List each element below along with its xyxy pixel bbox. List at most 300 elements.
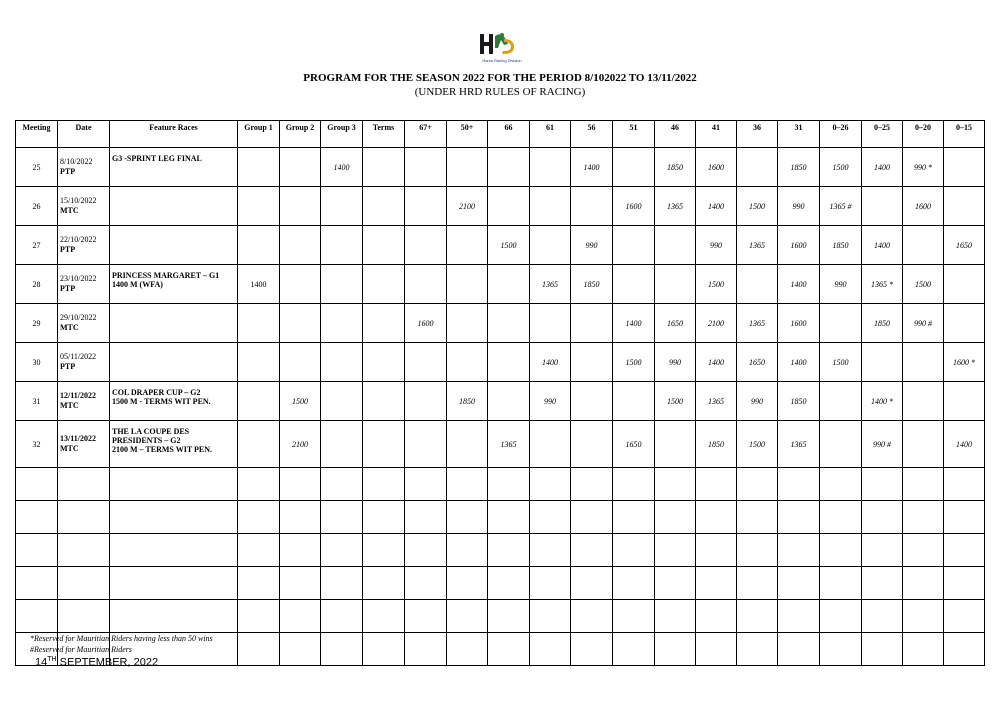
distance-cell bbox=[488, 148, 530, 187]
distance-cell: 1400 bbox=[613, 304, 655, 343]
feature-race-line: THE LA COUPE DES bbox=[112, 427, 190, 436]
distance-cell: 1365 bbox=[488, 421, 530, 468]
meeting-cell: 27 bbox=[16, 226, 58, 265]
distance-cell bbox=[447, 421, 488, 468]
distance-cell: 1500 bbox=[488, 226, 530, 265]
distance-cell: 990 bbox=[655, 343, 696, 382]
distance-cell bbox=[613, 226, 655, 265]
empty-cell bbox=[820, 534, 862, 567]
column-header: Date bbox=[58, 121, 110, 148]
table-row bbox=[16, 187, 985, 226]
date-text: 15/10/2022 bbox=[60, 196, 97, 205]
table-row bbox=[16, 265, 985, 304]
date-cell bbox=[58, 226, 110, 265]
distance-cell bbox=[737, 265, 778, 304]
distance-cell bbox=[280, 304, 321, 343]
distance-cell bbox=[363, 343, 405, 382]
empty-cell bbox=[16, 567, 58, 600]
empty-cell bbox=[280, 468, 321, 501]
distance-cell bbox=[405, 226, 447, 265]
distance-cell: 1500 bbox=[613, 343, 655, 382]
empty-cell bbox=[280, 600, 321, 633]
column-header: 67+ bbox=[405, 121, 447, 148]
distance-cell bbox=[280, 265, 321, 304]
distance-cell bbox=[447, 343, 488, 382]
distance-cell bbox=[363, 148, 405, 187]
distance-cell bbox=[571, 421, 613, 468]
date-text: 29/10/2022 bbox=[60, 313, 97, 322]
date-cell bbox=[58, 187, 110, 226]
column-header: Group 3 bbox=[321, 121, 363, 148]
empty-cell bbox=[363, 534, 405, 567]
distance-cell bbox=[321, 226, 363, 265]
empty-cell bbox=[613, 600, 655, 633]
distance-cell: 1600 bbox=[696, 148, 737, 187]
table-row bbox=[16, 382, 985, 421]
distance-cell bbox=[944, 187, 985, 226]
empty-cell bbox=[280, 567, 321, 600]
empty-cell bbox=[488, 534, 530, 567]
meeting-cell: 30 bbox=[16, 343, 58, 382]
empty-cell bbox=[778, 600, 820, 633]
distance-cell: 1400 bbox=[696, 187, 737, 226]
distance-cell: 990 bbox=[571, 226, 613, 265]
feature-race-cell bbox=[110, 187, 238, 226]
distance-cell bbox=[238, 343, 280, 382]
distance-cell: 1500 bbox=[655, 382, 696, 421]
feature-race-cell bbox=[110, 343, 238, 382]
distance-cell bbox=[405, 148, 447, 187]
empty-cell bbox=[110, 567, 238, 600]
empty-cell bbox=[655, 567, 696, 600]
distance-cell: 1400 bbox=[696, 343, 737, 382]
distance-cell bbox=[862, 187, 903, 226]
distance-cell: 1500 bbox=[903, 265, 944, 304]
feature-race-line: PRINCESS MARGARET – G1 bbox=[112, 271, 220, 280]
empty-table-row bbox=[16, 534, 985, 567]
table-row bbox=[16, 226, 985, 265]
empty-cell bbox=[737, 501, 778, 534]
feature-race-line: COL DRAPER CUP – G2 bbox=[112, 388, 201, 397]
empty-cell bbox=[778, 633, 820, 666]
distance-cell bbox=[363, 187, 405, 226]
empty-cell bbox=[280, 501, 321, 534]
empty-cell bbox=[238, 534, 280, 567]
empty-cell bbox=[655, 468, 696, 501]
empty-cell bbox=[363, 567, 405, 600]
distance-cell: 1500 bbox=[696, 265, 737, 304]
distance-cell bbox=[363, 382, 405, 421]
feature-race-cell bbox=[110, 148, 238, 187]
distance-cell: 1400 bbox=[321, 148, 363, 187]
distance-cell bbox=[447, 148, 488, 187]
empty-cell bbox=[613, 468, 655, 501]
empty-cell bbox=[696, 633, 737, 666]
distance-cell bbox=[903, 382, 944, 421]
date-text: 8/10/2022 bbox=[60, 157, 93, 166]
table-row bbox=[16, 343, 985, 382]
empty-cell bbox=[405, 501, 447, 534]
empty-cell bbox=[613, 633, 655, 666]
column-header: Group 1 bbox=[238, 121, 280, 148]
distance-cell: 1850 bbox=[820, 226, 862, 265]
meeting-cell: 28 bbox=[16, 265, 58, 304]
distance-cell: 1365 bbox=[737, 226, 778, 265]
empty-cell bbox=[655, 534, 696, 567]
distance-cell bbox=[363, 226, 405, 265]
empty-cell bbox=[571, 567, 613, 600]
empty-cell bbox=[944, 501, 985, 534]
distance-cell bbox=[530, 304, 571, 343]
distance-cell: 1400 bbox=[778, 265, 820, 304]
distance-cell: 1400 bbox=[862, 148, 903, 187]
column-header: 61 bbox=[530, 121, 571, 148]
issue-date: 14TH SEPTEMBER, 2022 bbox=[35, 656, 159, 669]
empty-cell bbox=[58, 468, 110, 501]
distance-cell: 1600 bbox=[778, 226, 820, 265]
distance-cell bbox=[405, 382, 447, 421]
table-row bbox=[16, 421, 985, 468]
distance-cell: 1400 bbox=[778, 343, 820, 382]
distance-cell: 1850 bbox=[655, 148, 696, 187]
distance-cell: 990 bbox=[737, 382, 778, 421]
table-header-row bbox=[16, 121, 985, 148]
distance-cell: 1365 * bbox=[862, 265, 903, 304]
empty-cell bbox=[778, 501, 820, 534]
distance-cell bbox=[530, 148, 571, 187]
distance-cell bbox=[655, 265, 696, 304]
distance-cell: 1365 bbox=[737, 304, 778, 343]
empty-table-row bbox=[16, 600, 985, 633]
empty-table-row bbox=[16, 468, 985, 501]
empty-cell bbox=[903, 633, 944, 666]
venue-text: MTC bbox=[60, 206, 79, 215]
empty-cell bbox=[571, 534, 613, 567]
column-header: 51 bbox=[613, 121, 655, 148]
meeting-cell: 31 bbox=[16, 382, 58, 421]
empty-cell bbox=[238, 633, 280, 666]
empty-cell bbox=[405, 600, 447, 633]
date-cell bbox=[58, 265, 110, 304]
empty-cell bbox=[405, 468, 447, 501]
empty-cell bbox=[238, 501, 280, 534]
meeting-cell: 25 bbox=[16, 148, 58, 187]
empty-cell bbox=[238, 567, 280, 600]
empty-cell bbox=[778, 534, 820, 567]
venue-text: PTP bbox=[60, 167, 76, 176]
distance-cell bbox=[321, 187, 363, 226]
empty-cell bbox=[58, 534, 110, 567]
empty-cell bbox=[571, 633, 613, 666]
empty-cell bbox=[862, 468, 903, 501]
empty-cell bbox=[820, 468, 862, 501]
date-text: 13/11/2022 bbox=[60, 434, 97, 443]
empty-cell bbox=[655, 633, 696, 666]
distance-cell bbox=[238, 421, 280, 468]
distance-cell: 1850 bbox=[778, 382, 820, 421]
page-subtitle: (UNDER HRD RULES OF RACING) bbox=[414, 86, 586, 98]
empty-cell bbox=[405, 534, 447, 567]
feature-race-line: PRESIDENTS – G2 bbox=[112, 436, 181, 445]
empty-cell bbox=[903, 600, 944, 633]
date-text: 12/11/2022 bbox=[60, 391, 97, 400]
feature-race-line: 1500 M - TERMS WIT PEN. bbox=[112, 397, 211, 406]
empty-cell bbox=[862, 567, 903, 600]
date-cell bbox=[58, 148, 110, 187]
distance-cell bbox=[944, 265, 985, 304]
distance-cell: 1850 bbox=[447, 382, 488, 421]
empty-cell bbox=[903, 468, 944, 501]
empty-table-row bbox=[16, 567, 985, 600]
distance-cell: 1400 bbox=[530, 343, 571, 382]
column-header: 46 bbox=[655, 121, 696, 148]
distance-cell bbox=[447, 265, 488, 304]
feature-race-line: G3 -SPRINT LEG FINAL bbox=[112, 154, 202, 163]
distance-cell bbox=[447, 304, 488, 343]
distance-cell: 1500 bbox=[737, 187, 778, 226]
distance-cell: 1650 bbox=[613, 421, 655, 468]
empty-cell bbox=[447, 633, 488, 666]
empty-cell bbox=[447, 468, 488, 501]
empty-cell bbox=[862, 534, 903, 567]
distance-cell bbox=[571, 304, 613, 343]
venue-text: MTC bbox=[60, 323, 79, 332]
distance-cell: 1365 bbox=[655, 187, 696, 226]
column-header: 0–26 bbox=[820, 121, 862, 148]
empty-cell bbox=[280, 534, 321, 567]
empty-cell bbox=[737, 534, 778, 567]
distance-cell bbox=[405, 187, 447, 226]
footnote-hash: #Reserved for Mauritian Riders bbox=[30, 645, 132, 654]
table-row bbox=[16, 304, 985, 343]
distance-cell: 990 bbox=[696, 226, 737, 265]
distance-cell: 1600 bbox=[903, 187, 944, 226]
empty-cell bbox=[447, 501, 488, 534]
empty-cell bbox=[655, 600, 696, 633]
empty-cell bbox=[903, 501, 944, 534]
distance-cell bbox=[613, 382, 655, 421]
date-cell bbox=[58, 343, 110, 382]
distance-cell bbox=[571, 343, 613, 382]
empty-cell bbox=[571, 501, 613, 534]
distance-cell: 1500 bbox=[820, 148, 862, 187]
distance-cell: 990 bbox=[820, 265, 862, 304]
distance-cell bbox=[280, 226, 321, 265]
venue-text: MTC bbox=[60, 401, 79, 410]
distance-cell: 1500 bbox=[280, 382, 321, 421]
distance-cell bbox=[903, 343, 944, 382]
column-header: 41 bbox=[696, 121, 737, 148]
empty-cell bbox=[613, 501, 655, 534]
feature-race-line: 2100 M – TERMS WIT PEN. bbox=[112, 445, 213, 454]
column-header: Terms bbox=[363, 121, 405, 148]
empty-cell bbox=[820, 567, 862, 600]
distance-cell: 990 # bbox=[903, 304, 944, 343]
empty-cell bbox=[944, 567, 985, 600]
empty-table-row bbox=[16, 501, 985, 534]
distance-cell: 2100 bbox=[447, 187, 488, 226]
distance-cell bbox=[321, 382, 363, 421]
distance-cell: 1600 * bbox=[944, 343, 985, 382]
empty-cell bbox=[944, 468, 985, 501]
distance-cell bbox=[238, 226, 280, 265]
empty-cell bbox=[16, 534, 58, 567]
distance-cell: 1365 # bbox=[820, 187, 862, 226]
distance-cell bbox=[571, 187, 613, 226]
distance-cell bbox=[613, 148, 655, 187]
empty-cell bbox=[862, 501, 903, 534]
distance-cell bbox=[280, 343, 321, 382]
empty-cell bbox=[238, 468, 280, 501]
empty-cell bbox=[110, 468, 238, 501]
distance-cell: 2100 bbox=[696, 304, 737, 343]
distance-cell bbox=[820, 304, 862, 343]
meeting-cell: 32 bbox=[16, 421, 58, 468]
empty-cell bbox=[16, 600, 58, 633]
column-header: 0–25 bbox=[862, 121, 903, 148]
distance-cell bbox=[944, 304, 985, 343]
empty-cell bbox=[447, 534, 488, 567]
empty-cell bbox=[447, 600, 488, 633]
table-row bbox=[16, 148, 985, 187]
empty-cell bbox=[58, 600, 110, 633]
empty-cell bbox=[58, 501, 110, 534]
distance-cell bbox=[363, 304, 405, 343]
distance-cell: 1600 bbox=[613, 187, 655, 226]
distance-cell: 1400 bbox=[862, 226, 903, 265]
distance-cell bbox=[321, 265, 363, 304]
distance-cell bbox=[655, 226, 696, 265]
empty-cell bbox=[488, 567, 530, 600]
date-text: 23/10/2022 bbox=[60, 274, 97, 283]
empty-cell bbox=[655, 501, 696, 534]
empty-cell bbox=[530, 633, 571, 666]
distance-cell bbox=[280, 148, 321, 187]
empty-cell bbox=[321, 633, 363, 666]
distance-cell bbox=[944, 148, 985, 187]
empty-cell bbox=[530, 600, 571, 633]
distance-cell bbox=[363, 421, 405, 468]
empty-cell bbox=[903, 567, 944, 600]
empty-cell bbox=[530, 534, 571, 567]
empty-cell bbox=[405, 567, 447, 600]
date-cell bbox=[58, 421, 110, 468]
empty-cell bbox=[447, 567, 488, 600]
distance-cell: 1365 bbox=[778, 421, 820, 468]
distance-cell: 990 # bbox=[862, 421, 903, 468]
distance-cell bbox=[405, 421, 447, 468]
empty-cell bbox=[737, 468, 778, 501]
empty-cell bbox=[488, 468, 530, 501]
column-header: 56 bbox=[571, 121, 613, 148]
empty-cell bbox=[488, 501, 530, 534]
distance-cell: 1400 bbox=[944, 421, 985, 468]
empty-cell bbox=[238, 600, 280, 633]
distance-cell bbox=[405, 343, 447, 382]
distance-cell: 1650 bbox=[944, 226, 985, 265]
empty-cell bbox=[321, 600, 363, 633]
empty-cell bbox=[363, 600, 405, 633]
distance-cell: 1365 bbox=[696, 382, 737, 421]
empty-cell bbox=[321, 468, 363, 501]
logo-caption: Horse Racing Division bbox=[482, 58, 522, 63]
distance-cell bbox=[530, 226, 571, 265]
distance-cell: 1500 bbox=[820, 343, 862, 382]
distance-cell bbox=[820, 421, 862, 468]
empty-cell bbox=[405, 633, 447, 666]
meeting-cell: 29 bbox=[16, 304, 58, 343]
column-header: Meeting bbox=[16, 121, 58, 148]
distance-cell bbox=[405, 265, 447, 304]
column-header: 0–20 bbox=[903, 121, 944, 148]
empty-cell bbox=[944, 633, 985, 666]
empty-cell bbox=[363, 468, 405, 501]
column-header: 31 bbox=[778, 121, 820, 148]
empty-cell bbox=[321, 501, 363, 534]
empty-cell bbox=[488, 633, 530, 666]
empty-cell bbox=[110, 534, 238, 567]
empty-cell bbox=[944, 534, 985, 567]
column-header: 36 bbox=[737, 121, 778, 148]
empty-cell bbox=[862, 633, 903, 666]
column-header: Group 2 bbox=[280, 121, 321, 148]
empty-cell bbox=[778, 567, 820, 600]
empty-cell bbox=[862, 600, 903, 633]
distance-cell: 1850 bbox=[778, 148, 820, 187]
distance-cell bbox=[363, 265, 405, 304]
empty-cell bbox=[16, 501, 58, 534]
footnote-asterisk: *Reserved for Mauritian Riders having less than 50 wins bbox=[30, 634, 213, 643]
date-cell bbox=[58, 304, 110, 343]
column-header: 66 bbox=[488, 121, 530, 148]
distance-cell: 1400 bbox=[238, 265, 280, 304]
empty-cell bbox=[571, 468, 613, 501]
feature-race-cell bbox=[110, 421, 238, 468]
distance-cell bbox=[238, 187, 280, 226]
empty-cell bbox=[613, 534, 655, 567]
meeting-cell: 26 bbox=[16, 187, 58, 226]
distance-cell: 1400 bbox=[571, 148, 613, 187]
column-header: 0–15 bbox=[944, 121, 985, 148]
empty-cell bbox=[321, 534, 363, 567]
distance-cell bbox=[655, 421, 696, 468]
distance-cell: 1850 bbox=[696, 421, 737, 468]
empty-cell bbox=[110, 600, 238, 633]
distance-cell bbox=[820, 382, 862, 421]
empty-cell bbox=[613, 567, 655, 600]
distance-cell: 1850 bbox=[862, 304, 903, 343]
feature-race-line: 1400 M (WFA) bbox=[112, 280, 163, 289]
empty-cell bbox=[530, 567, 571, 600]
empty-cell bbox=[944, 600, 985, 633]
venue-text: PTP bbox=[60, 245, 76, 254]
date-text: 22/10/2022 bbox=[60, 235, 97, 244]
empty-cell bbox=[571, 600, 613, 633]
venue-text: PTP bbox=[60, 362, 76, 371]
distance-cell bbox=[488, 304, 530, 343]
empty-cell bbox=[321, 567, 363, 600]
feature-race-cell bbox=[110, 304, 238, 343]
distance-cell bbox=[530, 421, 571, 468]
distance-cell: 1365 bbox=[530, 265, 571, 304]
distance-cell: 1850 bbox=[571, 265, 613, 304]
empty-cell bbox=[820, 501, 862, 534]
distance-cell bbox=[571, 382, 613, 421]
race-program-table bbox=[15, 120, 985, 666]
distance-cell bbox=[447, 226, 488, 265]
feature-race-cell bbox=[110, 382, 238, 421]
distance-cell bbox=[530, 187, 571, 226]
